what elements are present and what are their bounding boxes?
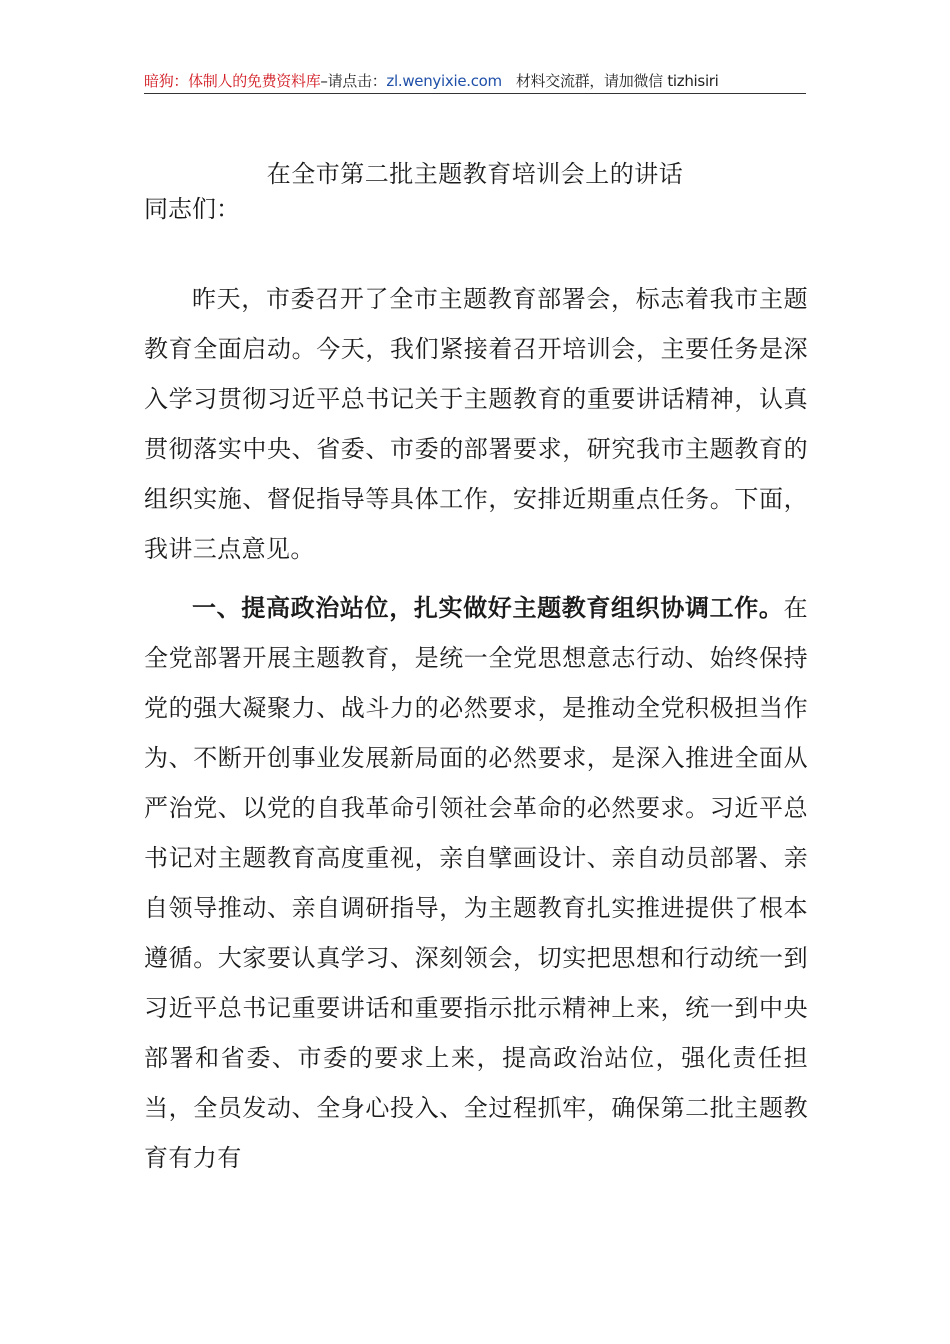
paragraph-1-text: 昨天，市委召开了全市主题教育部署会，标志着我市主题教育全面启动。今天，我们紧接着召开培训会，主要任务是深入学习贯彻习近平总书记关于主题教育的重要讲话精神，认真贯彻落实中央、省委、市委的部署要求，研究我市主题教育的组织实施、督促指导等具体工作，安排近期重点任务。下面，我讲三点意见。: [144, 285, 808, 563]
header-click-prompt: –请点击：: [320, 72, 387, 90]
paragraph-2-text: 在全党部署开展主题教育，是统一全党思想意志行动、始终保持党的强大凝聚力、战斗力的必然要求，是推动全党积极担当作为、不断开创事业发展新局面的必然要求，是深入推进全面从严治党、以党的自我革命引领社会革命的必然要求。习近平总书记对主题教育高度重视，亲自擘画设计、亲自动员部署、亲自领导推动、亲自调研指导，为主题教育扎实推进提供了根本遵循。大家要认真学习、深刻领会，切实把思想和行动统一到习近平总书记重要讲话和重要指示批示精神上来，统一到中央部署和省委、市委的要求上来，提高政治站位，强化责任担当，全员发动、全身心投入、全过程抓牢，确保第二批主题教育有力有: [144, 594, 808, 1172]
header-site-name: 暗狗：体制人的免费资料库: [144, 72, 321, 90]
paragraph-2: [144, 583, 808, 1183]
document-title: 在全市第二批主题教育培训会上的讲话: [266, 160, 684, 188]
paragraph-1: [144, 274, 808, 574]
page-header: [144, 70, 806, 92]
header-url-link[interactable]: zl.wenyixie.com: [386, 72, 502, 90]
salutation: 同志们：: [144, 195, 240, 223]
section-heading-1: 一、提高政治站位，扎实做好主题教育组织协调工作。: [192, 594, 784, 622]
header-group-text: 材料交流群，请加微信 tizhisiri: [515, 72, 719, 90]
header-divider: [144, 93, 806, 94]
